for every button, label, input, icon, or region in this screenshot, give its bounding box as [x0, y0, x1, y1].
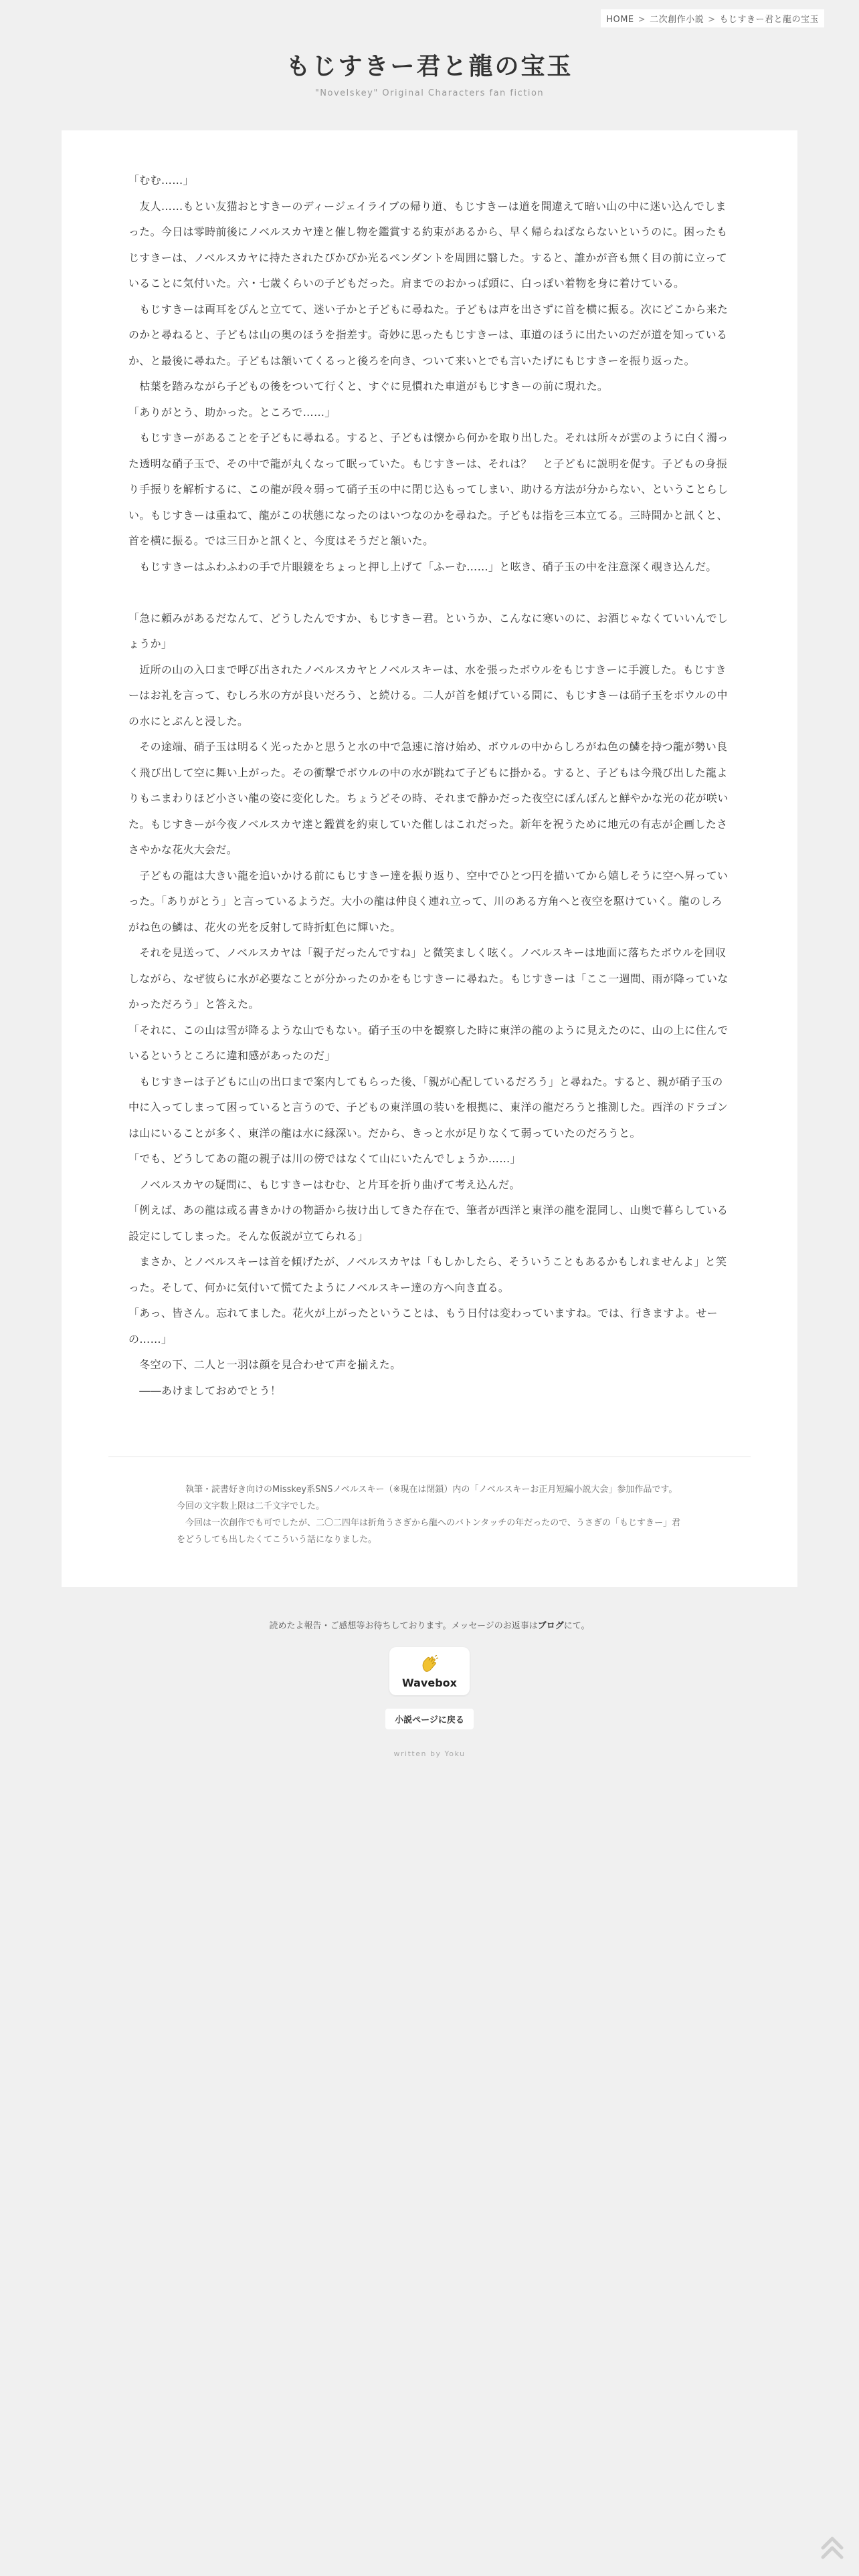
- page-header: [0, 48, 859, 98]
- afterword: [177, 1481, 685, 1548]
- story-paragraph: 枯葉を踏みながら子どもの後をついて行くと、すぐに見慣れた車道がもじすきーの前に現れた。: [128, 380, 609, 393]
- breadcrumb-separator: >: [638, 15, 646, 25]
- story-paragraph: 冬空の下、二人と一羽は顔を見合わせて声を揃えた。: [128, 1358, 401, 1371]
- breadcrumb-home-link[interactable]: HOME: [606, 15, 634, 25]
- scene-break: [128, 580, 731, 606]
- breadcrumb-category-link[interactable]: 二次創作小説: [650, 15, 704, 25]
- story-paragraph: 「それに、この山は雪が降るような山でもない。硝子玉の中を観察した時に東洋の龍のように見えたのに、山の上に住んでいるというところに違和感があったのだ」: [128, 1023, 729, 1062]
- story-paragraph: それを見送って、ノベルスカヤは「親子だったんですね」と微笑ましく呟く。ノベルスキーは地面に落ちたボウルを回収しながら、なぜ彼らに水が必要なことが分かったのかをもじすきーに尋ねた。もじすきーは「ここ一週間、雨が降っていなかっただろう」と答えた。: [128, 946, 729, 1010]
- story-paragraph: 「あっ、皆さん。忘れてました。花火が上がったということは、もう日付は変わっていますね。では、行きますよ。せーの……」: [128, 1307, 718, 1346]
- blog-link[interactable]: ブログ: [537, 1621, 564, 1631]
- page-title: もじすきー君と龍の宝玉: [286, 53, 573, 80]
- double-chevron-up-icon[interactable]: [819, 2533, 846, 2560]
- story-paragraph: その途端、硝子玉は明るく光ったかと思うと水の中で急速に溶け始め、ボウルの中からしろがね色の鱗を持つ龍が勢い良く飛び出して空に舞い上がった。その衝撃でボウルの中の水が跳ねて子どもに掛かる。すると、子どもは今飛び出した龍よりもニまわりほど小さい龍の姿に変化した。ちょうどその時、それまで静かだった夜空にぽんぽんと鮮やかな光の花が咲いた。もじすきーが今夜ノベルスカヤ達と鑑賞を約束していた催しはこれだった。新年を祝うために地元の有志が企画したささやかな花火大会だ。: [128, 740, 729, 856]
- story-paragraph: もじすきーがあることを子どもに尋ねる。すると、子どもは懐から何かを取り出した。それは所々が雲のように白く濁った透明な硝子玉で、その中で龍が丸くなって眠っていた。もじすきーは、それは？ と子どもに説明を促す。子どもの身振り手振りを解析するに、この龍が段々弱って硝子玉の中に閉じ込もってしまい、助ける方法が分からない、ということらしい。もじすきーは重ねて、龍がこの状態になったのはいつなのかを尋ねた。子どもは指を三本立てる。三時間かと訊くと、首を横に振る。では三日かと訊くと、今度はそうだと頷いた。: [128, 431, 729, 547]
- wavebox-label: Wavebox: [402, 1677, 457, 1689]
- feedback-note-text: 読めたよ報告・ご感想等お待ちしております。メッセージのお返事は: [269, 1621, 538, 1631]
- story-paragraph: 子どもの龍は大きい龍を追いかける前にもじすきー達を振り返り、空中でひとつ円を描いてから嬉しそうに空へ昇っていった。「ありがとう」と言っているようだ。大小の龍は仲良く連れ立って、川のある方角へと夜空を駆けていく。龍のしろがね色の鱗は、花火の光を反射して時折虹色に輝いた。: [128, 869, 729, 934]
- story-paragraph: もじすきーはふわふわの手で片眼鏡をちょっと押し上げて「ふーむ……」と呟き、硝子玉の中を注意深く覗き込んだ。: [128, 560, 717, 573]
- author-credit: written by Yoku: [393, 1749, 466, 1758]
- story-paragraph: もじすきーは子どもに山の出口まで案内してもらった後、「親が心配しているだろう」と尋ねた。すると、親が硝子玉の中に入ってしまって困っていると言うので、子どもの東洋風の装いを根拠に、東洋の龍だろうと推測した。西洋のドラゴンは山にいることが多く、東洋の龍は水に縁深い。だから、きっと水が足りなくて弱っていたのだろうと。: [128, 1075, 729, 1140]
- breadcrumb: [601, 9, 824, 27]
- breadcrumb-separator: >: [708, 15, 716, 25]
- wavebox-button[interactable]: [389, 1647, 470, 1695]
- back-to-novels-button[interactable]: 小説ページに戻る: [385, 1709, 474, 1729]
- story-card: [62, 130, 797, 1587]
- page-footer: [0, 1618, 859, 1758]
- story-paragraph: 「でも、どうしてあの龍の親子は川の傍ではなくて山にいたんでしょうか……」: [128, 1152, 521, 1165]
- wave-emoji-icon: [420, 1655, 439, 1673]
- feedback-note: [0, 1618, 859, 1631]
- story-paragraph: 「例えば、あの龍は或る書きかけの物語から抜け出してきた存在で、筆者が西洋と東洋の龍を混同し、山奥で暮らしている設定にしてしまった。そんな仮説が立てられる」: [128, 1204, 729, 1243]
- story-paragraph: 「ありがとう、助かった。ところで……」: [128, 405, 336, 419]
- page-subtitle: "Novelskey" Original Characters fan fiction: [314, 88, 545, 98]
- story-paragraph: 「むむ……」: [128, 174, 194, 187]
- afterword-line: 今回は一次創作でも可でしたが、二〇二四年は折角うさぎから龍へのバトンタッチの年だったので、うさぎの「もじすきー」君をどうしても出したくてこういう話になりました。: [177, 1518, 680, 1545]
- afterword-line: 執筆・読書好き向けのMisskey系SNSノベルスキー（※現在は閉鎖）内の「ノベルスキーお正月短編小説大会」参加作品です。今回の文字数上限は二千文字でした。: [177, 1485, 678, 1511]
- story-paragraph: 近所の山の入口まで呼び出されたノベルスカヤとノベルスキーは、水を張ったボウルをもじすきーに手渡した。もじすきーはお礼を言って、むしろ氷の方が良いだろう、と続ける。二人が首を傾げている間に、もじすきーは硝子玉をボウルの中の水にとぷんと浸した。: [128, 663, 728, 728]
- story-paragraph: もじすきーは両耳をぴんと立てて、迷い子かと子どもに尋ねた。子どもは声を出さずに首を横に振る。次にどこから来たのかと尋ねると、子どもは山の奥のほうを指差す。奇妙に思ったもじすきーは、車道のほうに出たいのだが道を知っているか、と最後に尋ねた。子どもは頷いてくるっと後ろを向き、ついて来いとでも言いたげにもじすきーを振り返った。: [128, 302, 729, 367]
- breadcrumb-current: もじすきー君と龍の宝玉: [719, 15, 819, 25]
- story-paragraph: 「急に頼みがあるだなんて、どうしたんですか、もじすきー君。というか、こんなに寒いのに、お酒じゃなくていいんでしょうか」: [128, 611, 729, 650]
- story-body: [128, 168, 731, 1404]
- feedback-note-text: にて。: [563, 1621, 590, 1631]
- story-paragraph: まさか、とノベルスキーは首を傾げたが、ノベルスカヤは「もしかしたら、そういうこともあるかもしれませんよ」と笑った。そして、何かに気付いて慌てたようにノベルスキー達の方へ向き直る。: [128, 1255, 727, 1294]
- story-paragraph: 友人……もとい友猫おとすきーのディージェイライブの帰り道、もじすきーは道を間違えて暗い山の中に迷い込んでしまった。今日は零時前後にノベルスカヤ達と催し物を鑑賞する約束があるから、早く帰らねばならないというのに。困ったもじすきーは、ノベルスカヤに持たされたぴかぴか光るペンダントを周囲に翳した。すると、誰かが音も無く目の前に立っていることに気付いた。六・七歳くらいの子どもだった。肩までのおかっぱ頭に、白っぽい着物を身に着けている。: [128, 199, 728, 290]
- story-paragraph: ――あけましておめでとう！: [128, 1384, 282, 1397]
- story-paragraph: ノベルスカヤの疑問に、もじすきーはむむ、と片耳を折り曲げて考え込んだ。: [128, 1178, 520, 1191]
